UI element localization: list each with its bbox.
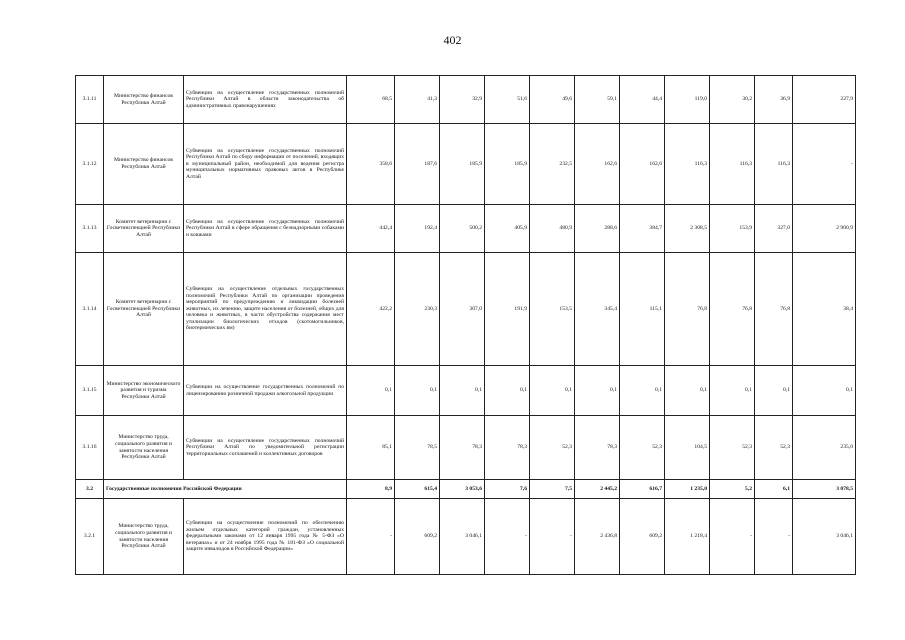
row-value: 153,9 (710, 205, 755, 253)
row-description: Субвенции на осуществление государственных полномочий по лицензированию розничной продажи алкогольной продукции (184, 366, 347, 416)
row-value: 49,6 (530, 76, 575, 124)
table-row (76, 205, 856, 253)
row-value: 119,0 (665, 76, 710, 124)
row-value: - (710, 499, 755, 575)
row-organization: Министерство финансов Республики Алтай (104, 76, 184, 124)
group-value: 1 235,0 (665, 480, 710, 499)
row-value: 0,1 (665, 366, 710, 416)
row-organization: Комитет ветеринарии с Госветинспекцией Республики Алтай (104, 205, 184, 253)
row-value: 52,3 (530, 416, 575, 480)
table-row (76, 124, 856, 205)
row-value: 2 900,9 (793, 205, 856, 253)
group-value: 3 053,6 (440, 480, 485, 499)
row-value: 78,3 (485, 416, 530, 480)
row-organization: Министерство экономического развития и туризма Республики Алтай (104, 366, 184, 416)
row-value: 44,4 (620, 76, 665, 124)
row-value: 116,3 (665, 124, 710, 205)
row-value: 36,9 (755, 76, 793, 124)
row-value: 307,0 (440, 253, 485, 366)
row-organization: Министерство труда, социального развития и занятости населения Республики Алтай (104, 416, 184, 480)
row-value: 52,3 (755, 416, 793, 480)
row-organization: Министерство труда, социального развития и занятости населения Республики Алтай (104, 499, 184, 575)
row-value: 192,4 (395, 205, 440, 253)
row-value: - (793, 124, 856, 205)
row-description: Субвенции на осуществление полномочий по обеспечению жильем отдельных категорий граждан, установленных федеральными законами от 12 января 1995 года № 5-ФЗ «О ветеранах» и от 24 ноября 1995 года № 181-ФЗ «О социальной защите инвалидов в Российской Федерации» (184, 499, 347, 575)
row-description: Субвенции на осуществление государственных полномочий Республики Алтай в сфере обращения с безнадзорными собаками и кошками (184, 205, 347, 253)
row-value: 0,1 (710, 366, 755, 416)
row-value: 185,9 (440, 124, 485, 205)
row-code: 3.1.13 (76, 205, 104, 253)
table-row (76, 416, 856, 480)
row-value: - (755, 499, 793, 575)
row-value: 0,1 (395, 366, 440, 416)
group-value: 616,7 (620, 480, 665, 499)
row-code: 3.1.11 (76, 76, 104, 124)
row-value: 345,4 (575, 253, 620, 366)
row-value: 78,3 (440, 416, 485, 480)
group-value: 2 445,2 (575, 480, 620, 499)
row-value: 358,6 (347, 124, 395, 205)
row-code: 3.1.12 (76, 124, 104, 205)
group-value: 7,6 (485, 480, 530, 499)
row-value: 162,6 (575, 124, 620, 205)
budget-table (75, 75, 856, 575)
row-value: 52,3 (620, 416, 665, 480)
row-value: 116,3 (710, 124, 755, 205)
row-value: 232,5 (530, 124, 575, 205)
row-value: 76,8 (665, 253, 710, 366)
row-value: 0,1 (485, 366, 530, 416)
row-value: 2 436,8 (575, 499, 620, 575)
row-description: Субвенции на осуществление государственных полномочий Республики Алтай по уведомительной регистрации территориальных соглашений и коллективных договоров (184, 416, 347, 480)
group-code: 3.2 (76, 480, 104, 499)
row-value: 3 046,1 (440, 499, 485, 575)
row-organization: Комитет ветеринарии с Госветинспекцией Республики Алтай (104, 253, 184, 366)
row-value: 30,2 (710, 76, 755, 124)
row-value: 51,6 (485, 76, 530, 124)
row-value: 442,4 (347, 205, 395, 253)
row-value: 0,1 (440, 366, 485, 416)
row-code: 3.1.14 (76, 253, 104, 366)
group-value: 5,2 (710, 480, 755, 499)
row-value: 191,9 (485, 253, 530, 366)
table-row (76, 76, 856, 124)
row-description: Субвенции на осуществление государственных полномочий Республики Алтай в области законодательства об административных правонарушениях (184, 76, 347, 124)
row-value: 2 308,5 (665, 205, 710, 253)
row-value: 41,3 (395, 76, 440, 124)
row-value: 405,9 (485, 205, 530, 253)
group-value: 8,9 (347, 480, 395, 499)
row-organization: Министерство финансов Республики Алтай (104, 124, 184, 205)
row-value: 227,9 (793, 76, 856, 124)
row-value: 59,1 (575, 76, 620, 124)
row-value: 187,6 (395, 124, 440, 205)
row-value: - (347, 499, 395, 575)
row-value: 116,3 (755, 124, 793, 205)
row-value: 0,1 (755, 366, 793, 416)
table-row (76, 366, 856, 416)
row-value: 78,5 (395, 416, 440, 480)
row-value: 52,3 (710, 416, 755, 480)
row-value: 230,3 (395, 253, 440, 366)
row-value: - (485, 499, 530, 575)
group-value: 615,4 (395, 480, 440, 499)
group-value: 3 078,5 (793, 480, 856, 499)
page-number: 402 (443, 33, 462, 47)
row-value: 0,1 (530, 366, 575, 416)
row-value: 76,8 (755, 253, 793, 366)
row-value: 3 046,1 (793, 499, 856, 575)
row-value: 327,0 (755, 205, 793, 253)
row-code: 3.1.15 (76, 366, 104, 416)
row-value: 162,6 (620, 124, 665, 205)
row-value: 115,1 (620, 253, 665, 366)
row-value: 85,1 (347, 416, 395, 480)
row-description: Субвенции на осуществление государственных полномочий Республики Алтай по сбору информации от поселений, входящих в муниципальный район, необходимой для ведения регистра муниципальных нормативных правовых актов в Республике Алтай (184, 124, 347, 205)
row-value: 384,7 (620, 205, 665, 253)
row-value: 288,6 (575, 205, 620, 253)
row-value: 1 218,4 (665, 499, 710, 575)
row-value: 153,5 (530, 253, 575, 366)
row-value: 38,4 (793, 253, 856, 366)
table-row (76, 253, 856, 366)
row-value: 104,5 (665, 416, 710, 480)
row-description: Субвенции на осуществление отдельных государственных полномочий Республики Алтай по организации проведения мероприятий по предупреждению и ликвидации болезней животных, их лечению, защите населения от болезней, общих для человека и животных, в части обустройства содержания мест утилизации биологических отходов (скотомогильников, биотермических ям) (184, 253, 347, 366)
row-value: 0,1 (575, 366, 620, 416)
row-value: 185,9 (485, 124, 530, 205)
row-value: 0,1 (347, 366, 395, 416)
row-value: 0,1 (793, 366, 856, 416)
row-value: 68,5 (347, 76, 395, 124)
row-code: 3.1.16 (76, 416, 104, 480)
row-value: 78,3 (575, 416, 620, 480)
row-value: 32,9 (440, 76, 485, 124)
row-value: 480,9 (530, 205, 575, 253)
group-row (76, 480, 856, 499)
row-value: 0,1 (620, 366, 665, 416)
row-value: 500,2 (440, 205, 485, 253)
row-value: 235,0 (793, 416, 856, 480)
row-value: 422,2 (347, 253, 395, 366)
group-title: Государственные полномочия Российской Федерации (104, 480, 347, 499)
row-value: 609,2 (620, 499, 665, 575)
table-row (76, 499, 856, 575)
group-value: 7,5 (530, 480, 575, 499)
row-code: 3.2.1 (76, 499, 104, 575)
group-value: 6,1 (755, 480, 793, 499)
row-value: 609,2 (395, 499, 440, 575)
row-value: 76,8 (710, 253, 755, 366)
row-value: - (530, 499, 575, 575)
